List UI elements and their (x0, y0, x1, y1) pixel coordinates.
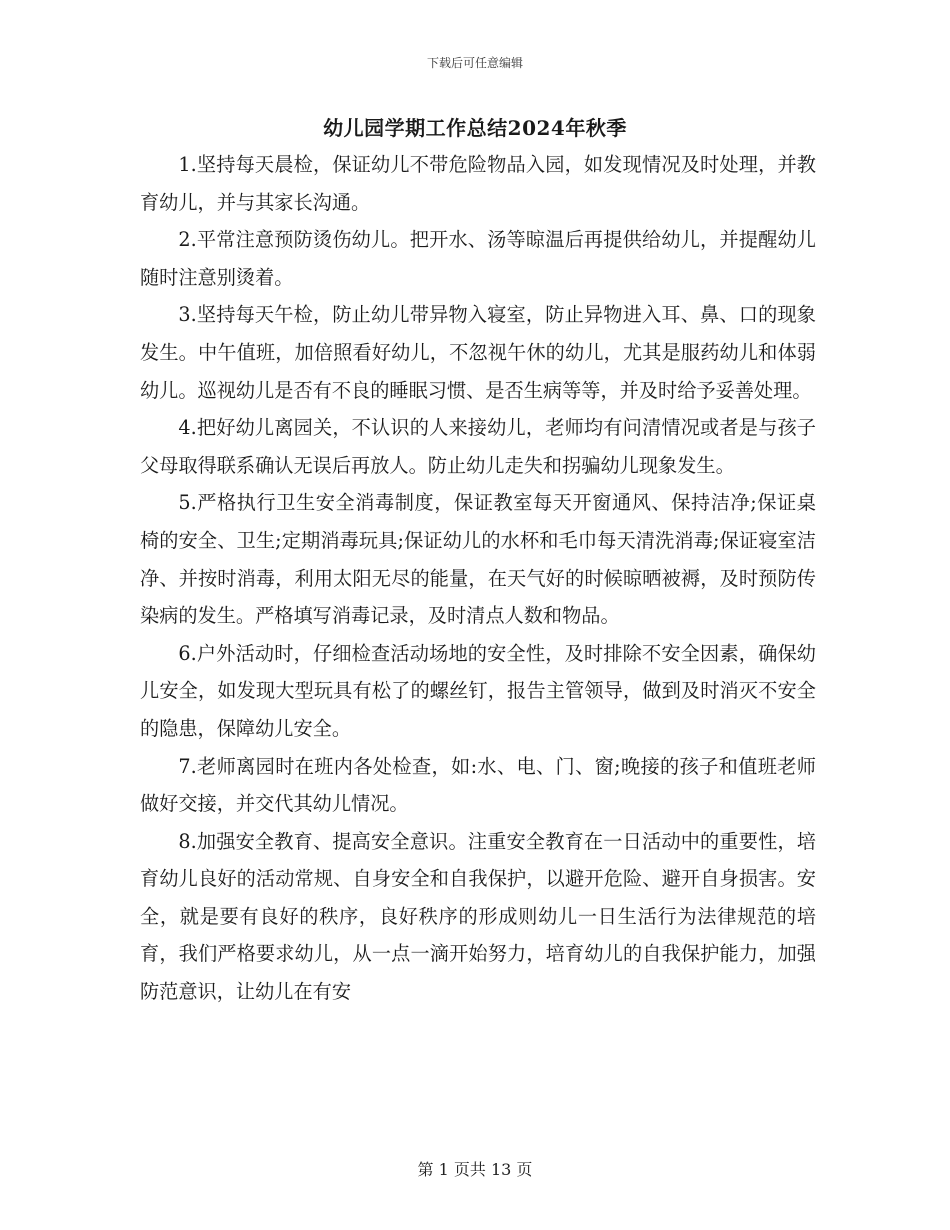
paragraph-6: 6.户外活动时，仔细检查活动场地的安全性，及时排除不安全因素，确保幼儿安全，如发现大型玩具有松了的螺丝钉，报告主管领导，做到及时消灭不安全的隐患，保障幼儿安全。 (140, 641, 816, 740)
paragraph-5: 5.严格执行卫生安全消毒制度，保证教室每天开窗通风、保持洁净;保证桌椅的安全、卫生;定期消毒玩具;保证幼儿的水杯和毛巾每天清洗消毒;保证寝室洁净、并按时消毒，利用太阳无尽的能量，在天气好的时候晾晒被褥，及时预防传染病的发生。严格填写消毒记录，及时清点人数和物品。 (140, 491, 816, 628)
page-number-footer: 第 1 页共 13 页 (417, 1160, 533, 1179)
paragraph-3: 3.坚持每天午检，防止幼儿带异物入寝室，防止异物进入耳、鼻、口的现象发生。中午值班，加倍照看好幼儿，不忽视午休的幼儿，尤其是服药幼儿和体弱幼儿。巡视幼儿是否有不良的睡眠习惯、是否生病等等，并及时给予妥善处理。 (140, 303, 816, 402)
paragraph-8: 8.加强安全教育、提高安全意识。注重安全教育在一日活动中的重要性，培育幼儿良好的活动常规、自身安全和自我保护，以避开危险、避开自身损害。安全，就是要有良好的秩序，良好秩序的形成则幼儿一日生活行为法律规范的培育，我们严格要求幼儿，从一点一滴开始努力，培育幼儿的自我保护能力，加强防范意识，让幼儿在有安 (140, 829, 816, 1004)
paragraph-1: 1.坚持每天晨检，保证幼儿不带危险物品入园，如发现情况及时处理，并教育幼儿，并与其家长沟通。 (140, 153, 816, 214)
document-title: 幼儿园学期工作总结2024年秋季 (323, 116, 627, 140)
paragraph-4: 4.把好幼儿离园关，不认识的人来接幼儿，老师均有问清情况或者是与孩子父母取得联系确认无误后再放人。防止幼儿走失和拐骗幼儿现象发生。 (140, 416, 816, 477)
header-note: 下载后可任意编辑 (426, 56, 523, 70)
document-body (140, 146, 816, 1011)
paragraph-7: 7.老师离园时在班内各处检查，如:水、电、门、窗;晚接的孩子和值班老师做好交接，并交代其幼儿情况。 (140, 754, 816, 816)
paragraph-2: 2.平常注意预防烫伤幼儿。把开水、汤等晾温后再提供给幼儿，并提醒幼儿随时注意别烫着。 (140, 228, 816, 289)
